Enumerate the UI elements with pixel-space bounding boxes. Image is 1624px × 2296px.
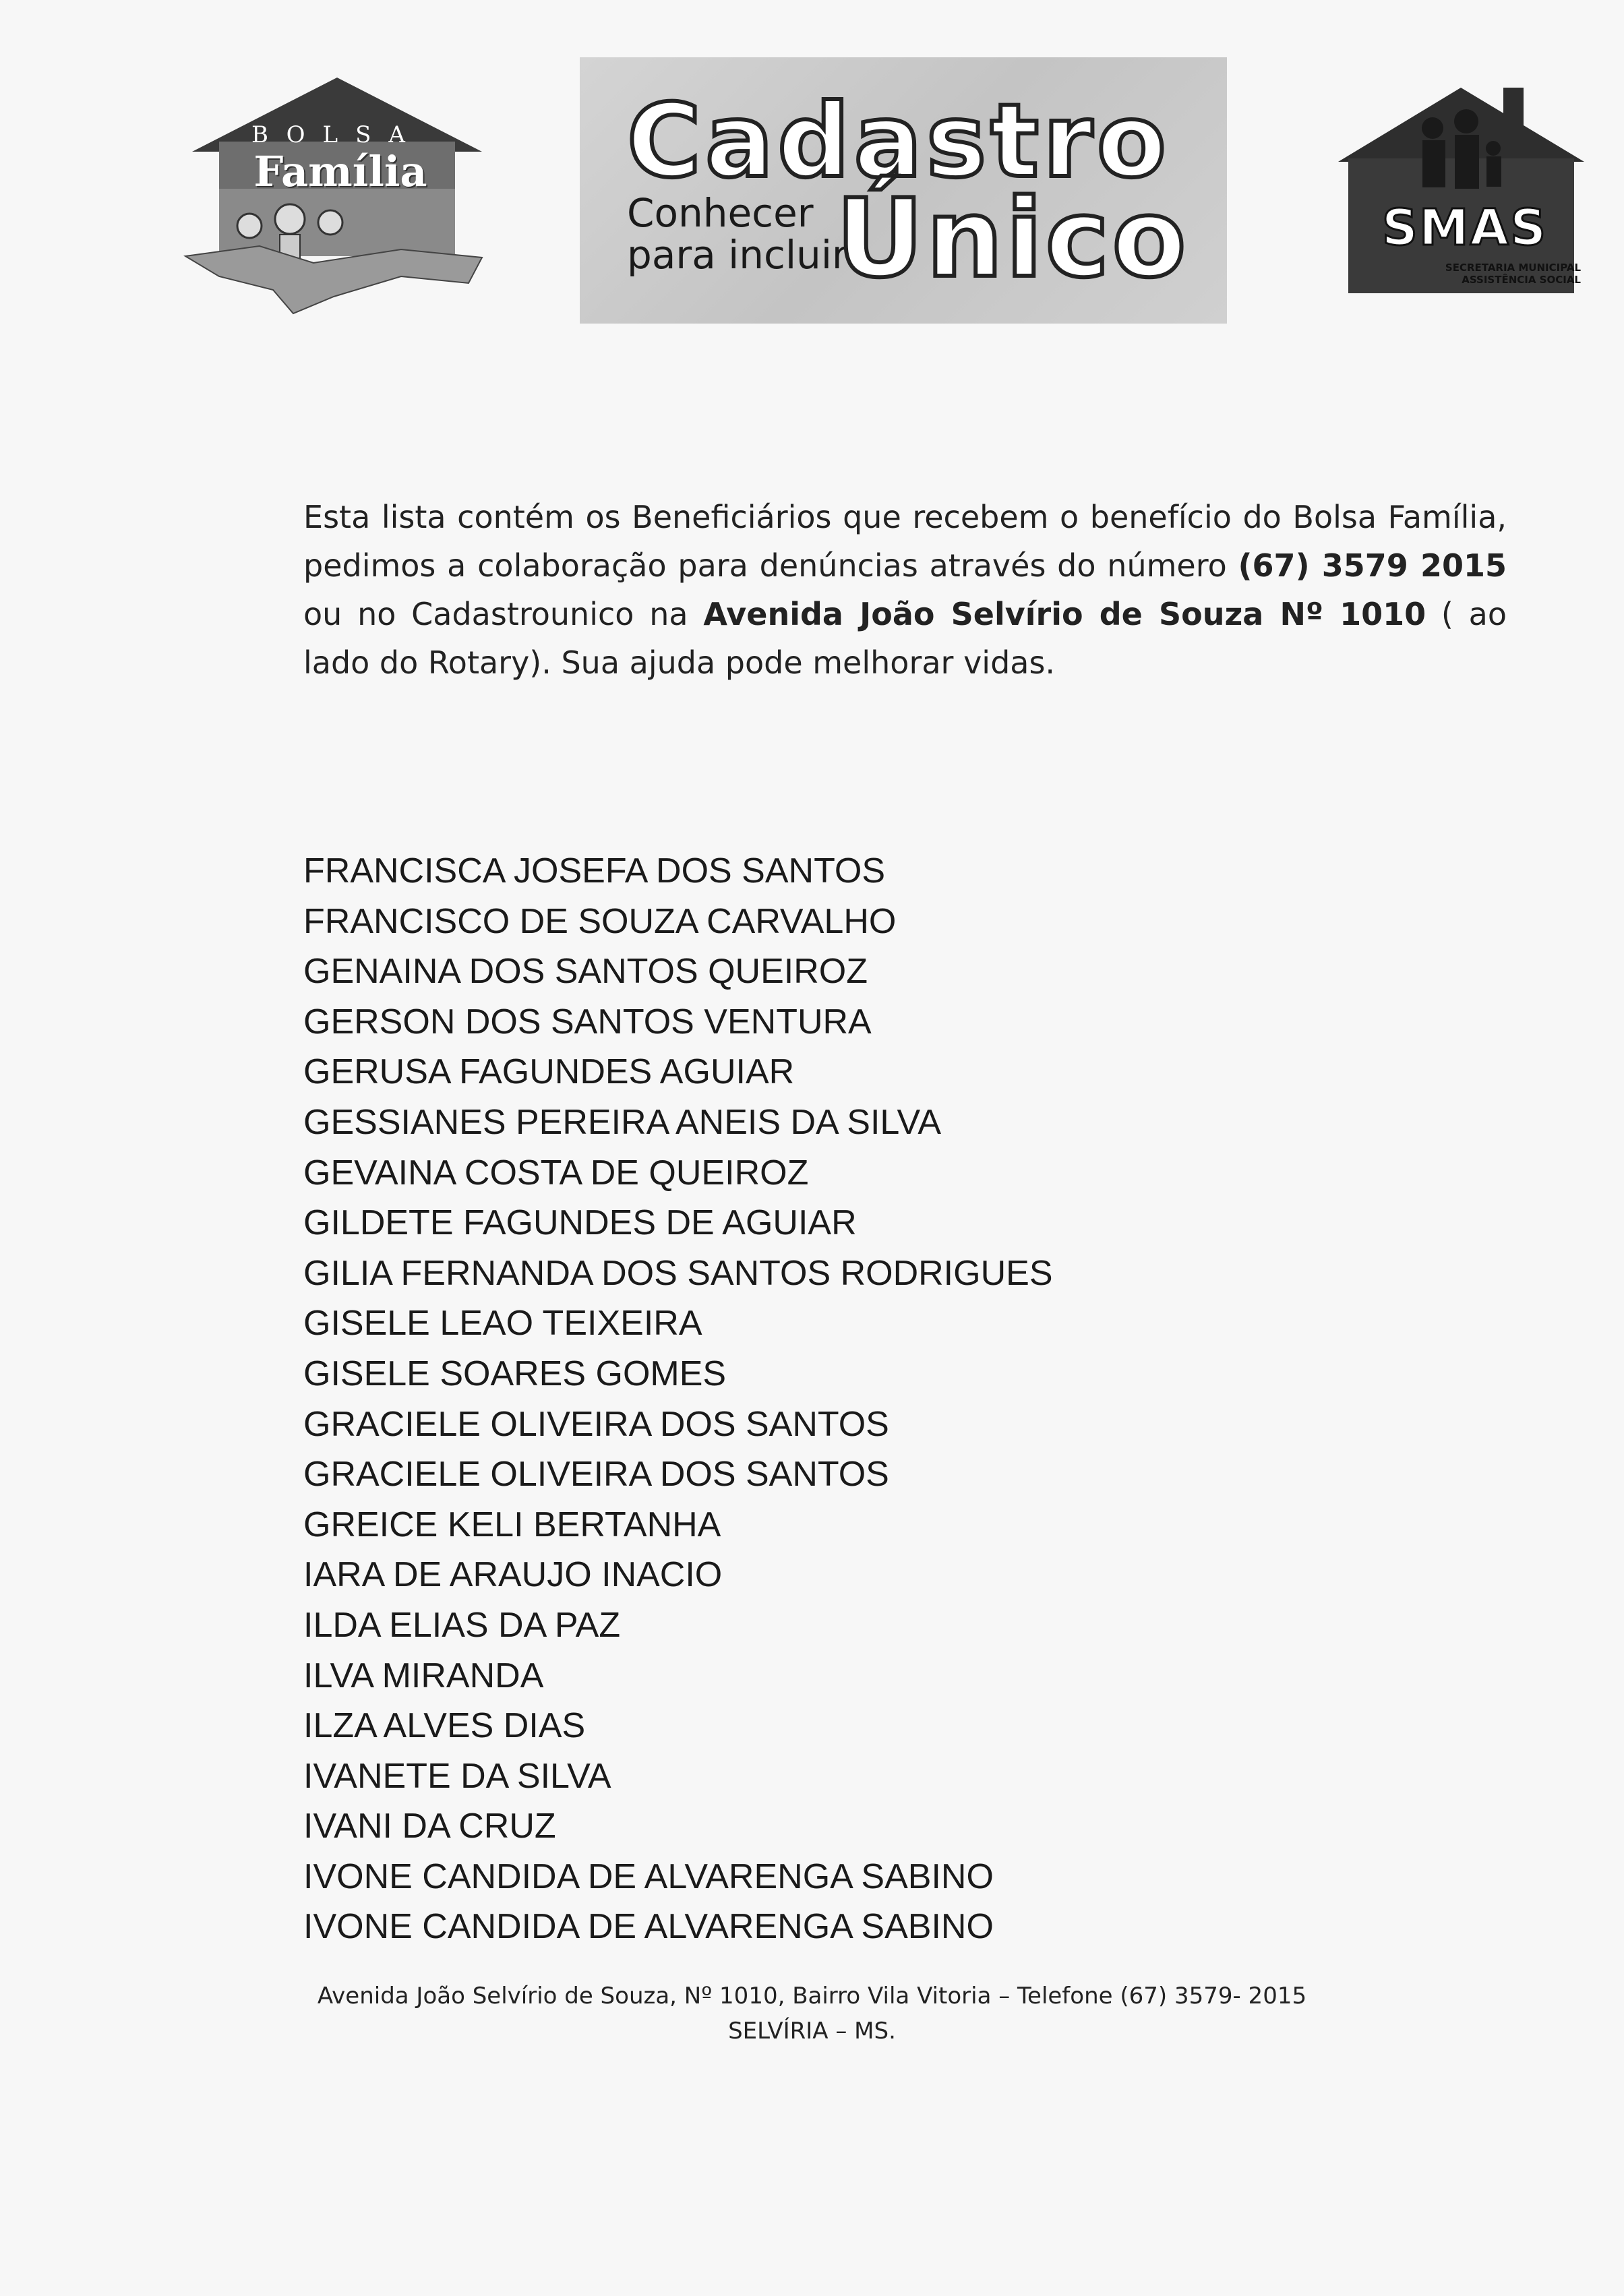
smas-caption-line2: ASSISTÊNCIA SOCIAL — [1462, 274, 1581, 286]
intro-address: Avenida João Selvírio de Souza Nº 1010 — [703, 596, 1426, 632]
familia-word: Família — [253, 147, 427, 196]
beneficiary-name: GEVAINA COSTA DE QUEIROZ — [303, 1153, 809, 1192]
smas-word: SMAS — [1381, 199, 1548, 257]
beneficiary-name: IVONE CANDIDA DE ALVARENGA SABINO — [303, 1907, 994, 1947]
cadastro-title: Cadastro — [627, 83, 1170, 200]
beneficiary-name: ILVA MIRANDA — [303, 1656, 544, 1695]
beneficiary-list — [303, 846, 1053, 1952]
intro-text-part2: ou no Cadastrounico na — [303, 596, 704, 632]
beneficiary-name: GENAINA DOS SANTOS QUEIROZ — [303, 952, 868, 992]
beneficiary-name: GERUSA FAGUNDES AGUIAR — [303, 1052, 795, 1092]
footer — [0, 1978, 1624, 2049]
beneficiary-name: IVANETE DA SILVA — [303, 1756, 611, 1796]
cadastro-unico-word: Único — [836, 175, 1189, 301]
beneficiary-name: FRANCISCA JOSEFA DOS SANTOS — [303, 851, 886, 890]
beneficiary-name: IARA DE ARAUJO INACIO — [303, 1555, 723, 1595]
intro-text-part1: Esta lista contém os Beneficiários que recebem o benefício do Bolsa Família, pedimos a colaboração para denúncias através do número — [303, 499, 1507, 584]
beneficiary-name: FRANCISCO DE SOUZA CARVALHO — [303, 901, 897, 941]
beneficiary-name: GISELE LEAO TEIXEIRA — [303, 1304, 702, 1343]
beneficiary-name: GREICE KELI BERTANHA — [303, 1505, 721, 1544]
intro-paragraph — [303, 493, 1507, 687]
header — [0, 0, 1624, 351]
beneficiary-name: GERSON DOS SANTOS VENTURA — [303, 1002, 872, 1041]
beneficiary-name: GRACIELE OLIVEIRA DOS SANTOS — [303, 1404, 889, 1444]
cadastro-subtitle — [627, 192, 848, 276]
beneficiary-name: GRACIELE OLIVEIRA DOS SANTOS — [303, 1455, 889, 1494]
beneficiary-name: IVANI DA CRUZ — [303, 1807, 556, 1846]
beneficiary-name: GISELE SOARES GOMES — [303, 1354, 727, 1393]
smas-caption-line1: SECRETARIA MUNICIPAL — [1445, 262, 1581, 274]
beneficiary-name: ILZA ALVES DIAS — [303, 1706, 586, 1746]
cadastro-unico-logo — [580, 57, 1227, 324]
smas-caption — [1358, 262, 1581, 286]
intro-phone: (67) 3579 2015 — [1238, 547, 1507, 584]
beneficiary-name: IVONE CANDIDA DE ALVARENGA SABINO — [303, 1856, 994, 1896]
footer-address: Avenida João Selvírio de Souza, Nº 1010, Bairro Vila Vitoria – Telefone (67) 3579- 2015 — [317, 1983, 1307, 2010]
beneficiary-name: GILDETE FAGUNDES DE AGUIAR — [303, 1203, 857, 1243]
beneficiary-name: GILIA FERNANDA DOS SANTOS RODRIGUES — [303, 1253, 1053, 1293]
beneficiary-name: GESSIANES PEREIRA ANEIS DA SILVA — [303, 1102, 942, 1142]
footer-city: SELVÍRIA – MS. — [728, 2018, 896, 2045]
bolsa-word: BOLSA — [251, 121, 423, 148]
smas-logo — [1331, 81, 1591, 297]
intro-text-part3: ( ao lado do Rotary). Sua ajuda pode melhorar vidas. — [303, 596, 1507, 681]
beneficiary-name: ILDA ELIAS DA PAZ — [303, 1605, 621, 1645]
cadastro-subtitle-line2: para incluir — [627, 232, 848, 278]
bolsa-familia-logo — [179, 74, 495, 317]
cadastro-subtitle-line1: Conhecer — [627, 190, 814, 236]
